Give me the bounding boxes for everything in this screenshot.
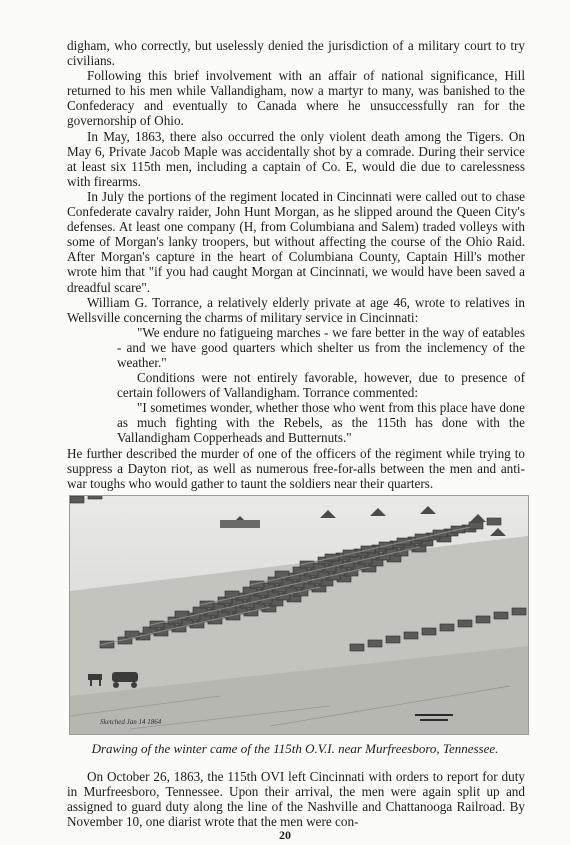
paragraph-1: digham, who correctly, but uselessly denied the jurisdiction of a military court to try civilians.: [67, 38, 525, 69]
paragraph-3: In May, 1863, there also occurred the only violent death among the Tigers. On May 6, Private Jacob Maple was accidentally shot by a comrade. During their service at least six 115th men, including a captain of Co. E, would die due to carelessness with firearms.: [67, 128, 525, 189]
page-number: 20: [279, 828, 291, 842]
paragraph-5: William G. Torrance, a relatively elderly private at age 46, wrote to relatives in Wellsville concerning the charms of military service in Cincinnati:: [67, 294, 525, 325]
block-quote-2: Conditions were not entirely favorable, however, due to presence of certain followers of Vallandigham. Torrance commented:: [117, 370, 525, 401]
sketch-note: Sketched Jan 14 1864: [100, 718, 162, 726]
camp-drawing: [69, 495, 529, 735]
camp-sketch-illustration: [70, 496, 528, 734]
paragraph-7: On October 26, 1863, the 115th OVI left Cincinnati with orders to report for duty in Murfreesboro, Tennessee. Upon their arrival, the men were again split up and assigned to guard duty along the line of the Nashville and Chattanooga Railroad. By November 10, one diarist wrote that the men were con-: [67, 769, 525, 830]
paragraph-4: In July the portions of the regiment located in Cincinnati were called out to chase Confederate cavalry raider, John Hunt Morgan, as he slipped around the Queen City's defenses. At least one company (H, from Columbiana and Salem) traded volleys with some of Morgan's lanky troopers, but without affecting the course of the Ohio Raid. After Morgan's capture in the heart of Columbiana County, Captain Hill's mother wrote him that "if you had caught Morgan at Cincinnati, we would have been saved a dreadful scare".: [67, 188, 525, 295]
paragraph-6: He further described the murder of one of the officers of the regiment while trying to suppress a Dayton riot, as well as numerous free-for-alls between the men and anti-war toughs who would gather to taunt the soldiers near their quarters.: [67, 445, 525, 491]
figure-caption: Drawing of the winter came of the 115th O.V.I. near Murfreesboro, Tennessee.: [91, 741, 499, 756]
bottom-text: [67, 769, 525, 829]
paragraph-2: Following this brief involvement with an affair of national significance, Hill returned to his men while Vallandigham, now a martyr to many, was banished to the Confederacy and eventually to Canada where he unsuccessfully ran for the governorship of Ohio.: [67, 68, 525, 129]
block-quote-3: "I sometimes wonder, whether those who went from this place have done as much fighting with the Rebels, as the 115th has done with the Vallandigham Copperheads and Butternuts.": [117, 400, 525, 446]
block-quote-1: "We endure no fatigueing marches - we fare better in the way of eatables - and we have good quarters which shelter us from the inclemency of the weather.": [117, 324, 525, 370]
main-text: [67, 38, 525, 491]
